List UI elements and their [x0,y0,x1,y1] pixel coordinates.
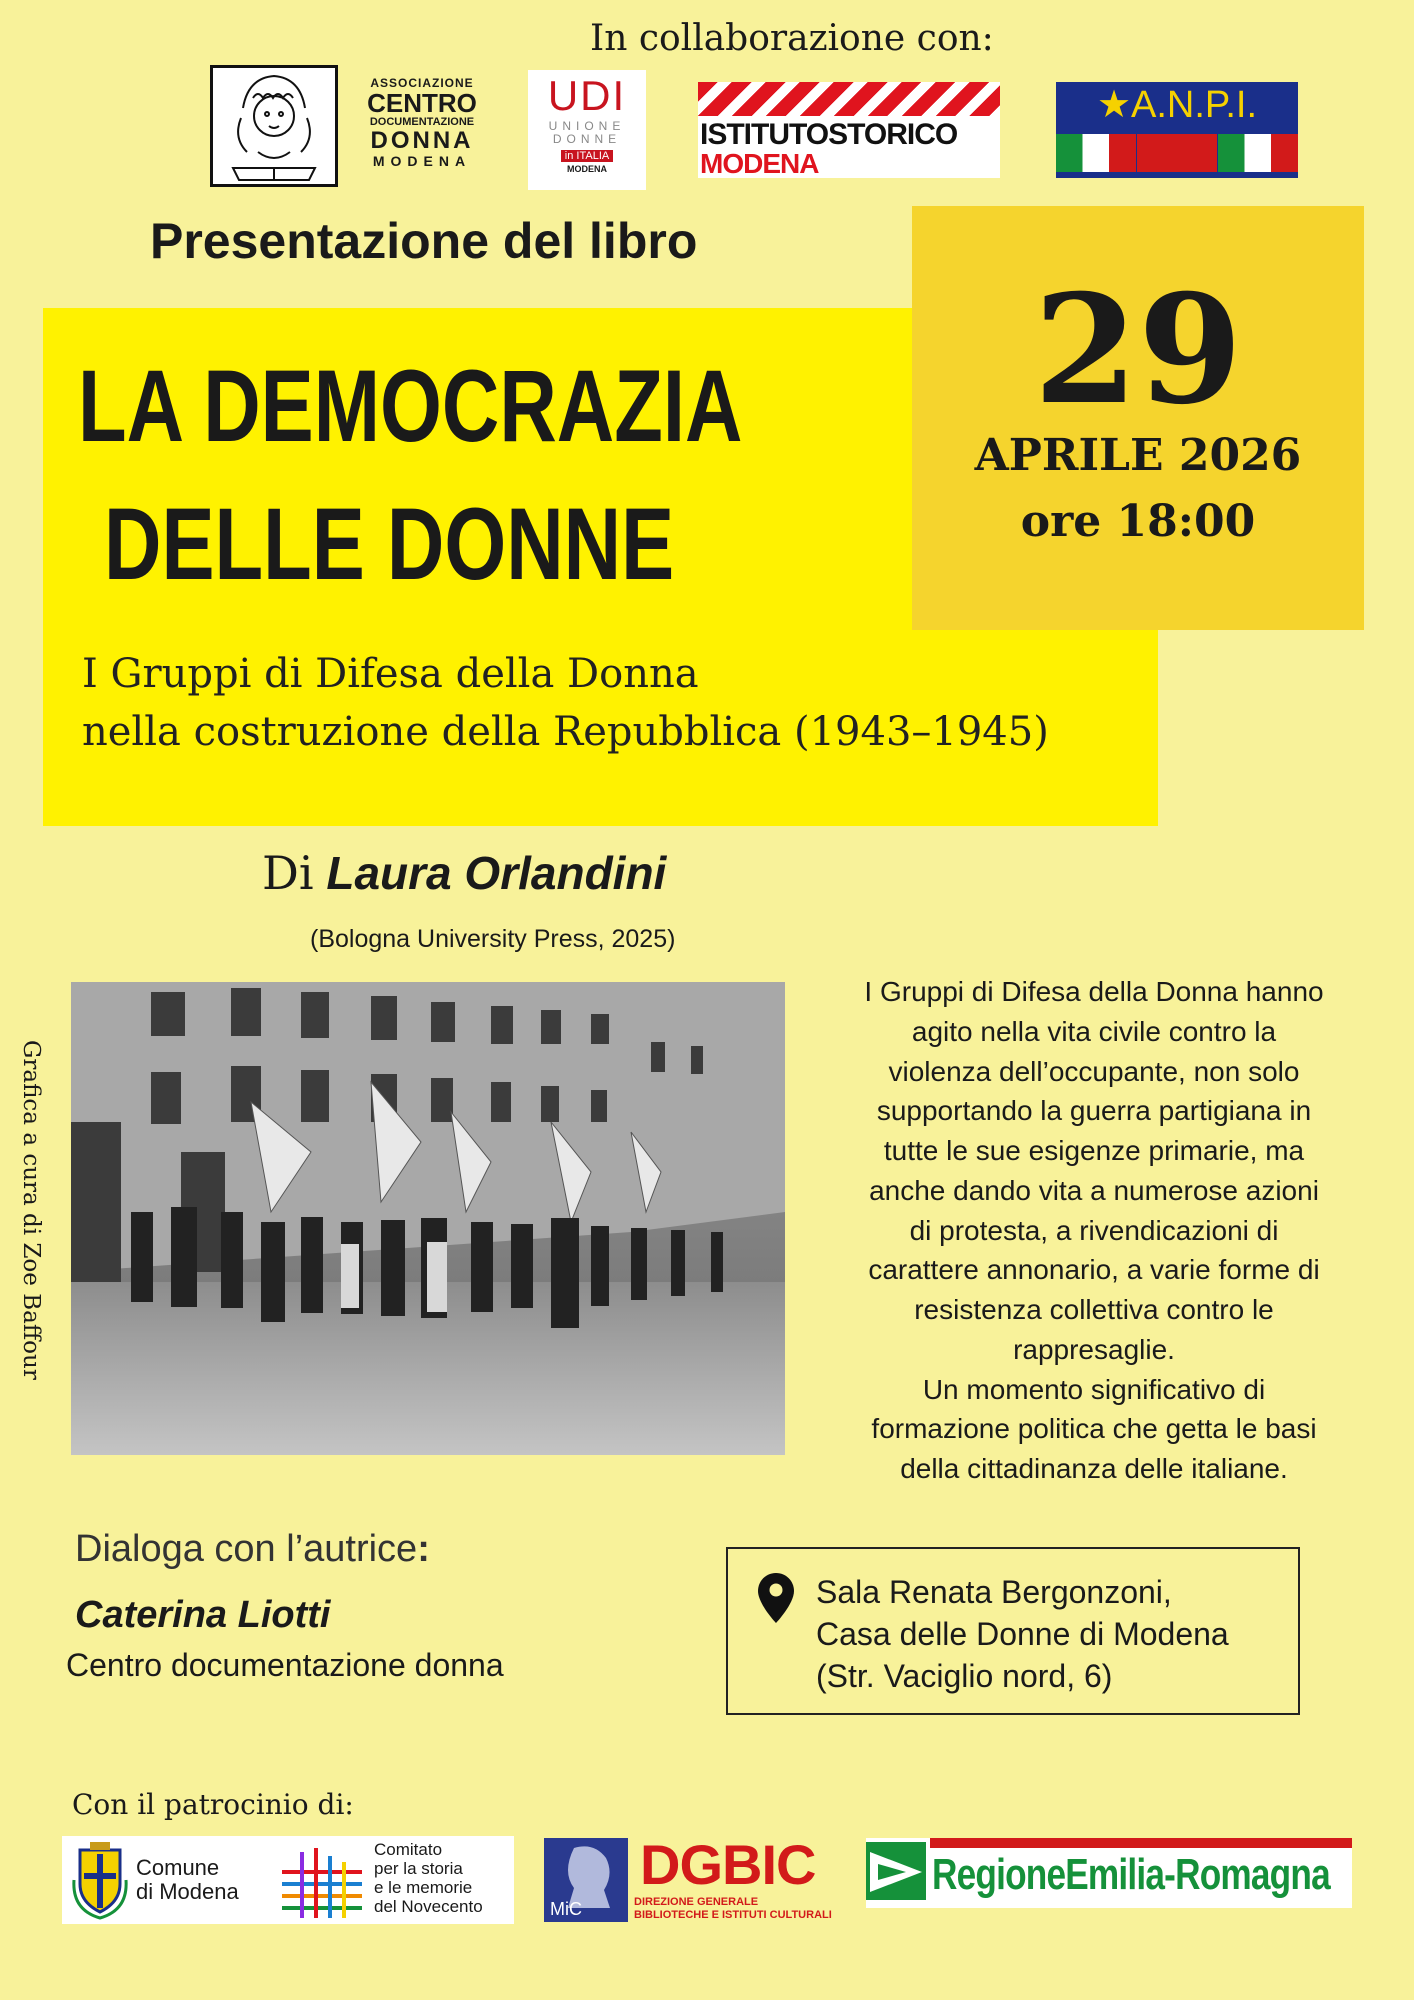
cdd-logo-line: DONNA [370,127,474,155]
dgbic-subline: DIREZIONE GENERALE [634,1896,759,1908]
udi-logo [528,70,646,190]
red-stripe [930,1838,1352,1848]
comitato-grid-icon [272,1842,372,1920]
centro-documentazione-donna-logo [210,65,490,187]
dgbic-subline: BIBLIOTECHE E ISTITUTI CULTURALI [634,1909,832,1922]
anpi-logo [1056,82,1298,178]
description-line: della cittadinanza delle italiane. [900,1453,1288,1484]
mic-text: MiC [550,1899,582,1919]
description-line: violenza dell’occupante, non solo [888,1055,1300,1087]
comitato-logo-line: del Novecento [374,1897,483,1917]
dgbic-text: DGBIC [640,1833,816,1896]
book-description [808,972,1380,1489]
event-month-year: APRILE 2026 [974,430,1302,481]
cdd-logo-line: MODENA [372,152,472,169]
cdd-logo-line: ASSOCIAZIONE [370,76,474,90]
description-line: Un momento significativo di [922,1373,1266,1405]
venue-line: Sala Renata Bergonzoni, [816,1574,1172,1610]
book-subtitle [82,645,1049,761]
description-line: tutte le sue esigenze primarie, ma [883,1135,1305,1166]
woman-portrait-icon [210,65,338,187]
red-band [1137,134,1217,172]
cdd-logo-line: DOCUMENTAZIONE [369,115,475,128]
moderator-organization: Centro documentazione donna [66,1647,504,1683]
dialogue-colon: : [417,1528,430,1570]
udi-logo-line: MODENA [567,164,607,175]
author-line [262,846,666,900]
description-line: I Gruppi di Difesa della Donna hanno [864,976,1324,1007]
comune-logo-line: Comune [136,1855,220,1880]
comune-logo-line: di Modena [136,1879,239,1905]
regione-emilia-romagna-logo [866,1838,1352,1908]
comitato-logo-line: Comitato [374,1840,443,1859]
event-day: 29 [1033,262,1243,438]
venue-line: Casa delle Donne di Modena [816,1616,1229,1653]
italian-flag-icon [1218,134,1298,172]
mic-dgbic-logo [544,1833,832,1924]
udi-logo-line: UDI [547,72,627,119]
subtitle-line: nella costruzione della Repubblica (1943–1945) [82,709,1049,755]
description-line: supportando la guerra partigiana in [876,1095,1312,1127]
dialogue-label-text: Dialoga con l’autrice [75,1528,418,1570]
star-icon: ★ [1096,84,1132,126]
patronage-label: Con il patrocinio di: [72,1788,354,1821]
moderator-name: Caterina Liotti [75,1594,331,1636]
comune-modena-comitato-logos [62,1836,514,1924]
venue-line: (Str. Vaciglio nord, 6) [816,1658,1113,1695]
book-title-line: LA DEMOCRAZIA [78,349,743,463]
author-name: Laura Orlandini [326,847,667,899]
udi-logo-line: in ITALIA [561,150,613,162]
istituto-logo-line: MODENA [700,148,819,178]
collaboration-label: In collaborazione con: [590,18,994,59]
stripes-graphic [698,82,1000,116]
presentation-label: Presentazione del libro [150,213,698,269]
book-title-line: DELLE DONNE [104,487,675,601]
historical-photo [71,982,785,1455]
dialogue-label [75,1528,430,1571]
description-line: formazione politica che getta le basi [871,1413,1317,1445]
venue-box [726,1547,1300,1715]
comitato-logo-line: e le memorie [374,1878,473,1898]
udi-logo-line: UNIONE [548,119,626,133]
udi-logo-line: DONNE [552,132,622,147]
modena-coat-of-arms-icon [70,1840,130,1920]
italian-flag-icon [1056,134,1136,172]
regione-emblem-icon [866,1842,926,1900]
event-time: ore 18:00 [1020,496,1256,547]
istituto-storico-logo [698,82,1000,178]
publisher: (Bologna University Press, 2025) [310,925,676,953]
comitato-logo-line: per la storia [374,1859,463,1879]
description-line: resistenza collettiva contro le [914,1294,1274,1325]
author-prefix: Di [262,846,314,900]
mic-statue-icon [544,1838,628,1922]
description-line: di protesta, a rivendicazioni di [909,1214,1279,1246]
description-line: anche dando vita a numerose azioni [869,1174,1319,1206]
location-pin-icon [758,1573,794,1623]
anpi-logo-text: A.N.P.I. [1131,84,1258,126]
regione-text: RegioneEmilia-Romagna [932,1850,1330,1899]
description-line: rappresaglie. [1013,1333,1175,1365]
description-line: carattere annonario, a varie forme di [868,1254,1320,1286]
description-line: agito nella vita civile contro la [911,1015,1277,1047]
graphics-credit-text: Grafica a cura di Zoe Baffour [18,1040,44,1380]
istituto-logo-line: ISTITUTOSTORICO [700,118,958,151]
subtitle-line: I Gruppi di Difesa della Donna [82,651,699,697]
cdd-logo-line: CENTRO [367,87,477,118]
